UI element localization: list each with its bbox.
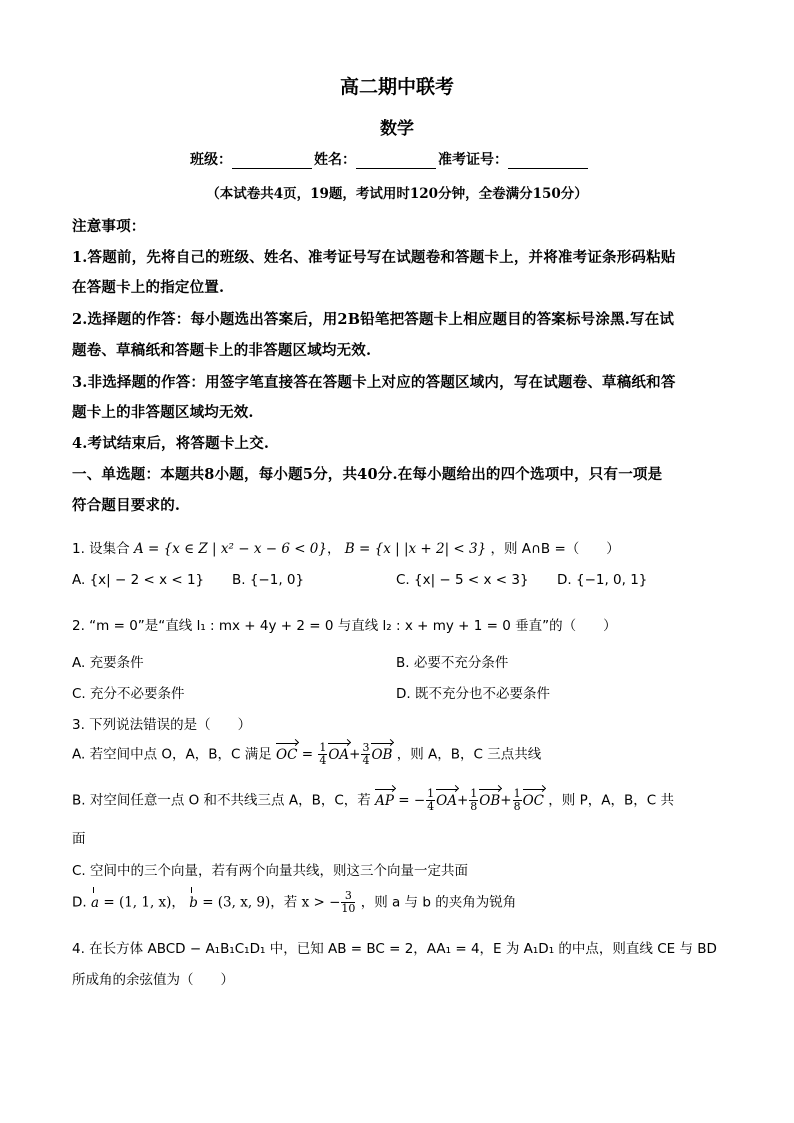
q3-d-b-value: = (3, x, 9)，若 x > − <box>202 894 341 911</box>
notice-item-2-cont: 题卷、草稿纸和答题卡上的非答题区域均无效. <box>72 342 372 359</box>
vector-b: b <box>189 894 198 911</box>
q1-suffix: ，则 A∩B =（ ） <box>490 541 620 557</box>
q1-prefix: 1. 设集合 <box>72 541 130 557</box>
fraction-3-4: $\frac{3}{4}$ <box>362 741 370 767</box>
notice-heading: 注意事项： <box>72 218 146 235</box>
q1-option-a[interactable]: A. {x| − 2 < x < 1} <box>72 572 205 588</box>
notice-item-3-cont: 题卡上的非答题区域均无效. <box>72 404 254 421</box>
q3-option-c[interactable]: C. 空间中的三个向量，若有两个向量共线，则这三个向量一定共面 <box>72 863 469 879</box>
q2-option-b[interactable]: B. 必要不充分条件 <box>396 655 509 671</box>
notice-item-4: 4.考试结束后，将答题卡上交. <box>72 435 270 452</box>
q3-d-pre: D. <box>72 894 87 911</box>
subject-title: 数学 <box>380 119 414 139</box>
section1-heading: 一、单选题：本题共8小题，每小题5分，共40分.在每小题给出的四个选项中，只有一项是 <box>72 466 663 483</box>
q3-b-pre: B. 对空间任意一点 O 和不共线三点 A，B，C，若 <box>72 792 371 809</box>
q1-option-d[interactable]: D. {−1, 0, 1} <box>557 572 648 588</box>
class-blank[interactable] <box>232 154 312 169</box>
fraction-1-8a: $\frac{1}{8}$ <box>470 787 478 813</box>
vector-oc-b: OC <box>522 792 544 809</box>
vector-oc: OC <box>276 746 298 763</box>
q3-a-post: ，则 A，B，C 三点共线 <box>396 746 542 763</box>
vector-oa-b: OA <box>436 792 457 809</box>
notice-item-1-cont: 在答题卡上的指定位置. <box>72 279 225 296</box>
q3-d-post: ，则 a 与 b 的夹角为锐角 <box>360 894 517 911</box>
q1-option-b[interactable]: B. {−1, 0} <box>232 572 305 588</box>
fraction-1-8b: $\frac{1}{8}$ <box>513 787 521 813</box>
name-blank[interactable] <box>356 154 436 169</box>
fraction-1-4: $\frac{1}{4}$ <box>319 741 327 767</box>
q3-option-d[interactable] <box>72 890 516 915</box>
student-info-row <box>190 149 620 169</box>
notice-item-3: 3.非选择题的作答：用签字笔直接答在答题卡上对应的答题区域内，写在试题卷、草稿纸和答 <box>72 374 676 391</box>
question-4-cont: 所成角的余弦值为（ ） <box>72 972 234 988</box>
notice-item-1: 1.答题前，先将自己的班级、姓名、准考证号写在试题卷和答题卡上，并将准考证条形码粘贴 <box>72 249 676 266</box>
section1-heading-cont: 符合题目要求的. <box>72 497 181 514</box>
q3-b-post: ，则 P，A，B，C 共 <box>548 792 674 809</box>
vector-oa: OA <box>328 746 350 763</box>
q1-set-a: A = {x ∈ Z | x² − x − 6 < 0} <box>133 541 327 557</box>
fraction-1-4b: $\frac{1}{4}$ <box>427 787 435 813</box>
q2-option-d[interactable]: D. 既不充分也不必要条件 <box>396 686 550 702</box>
q2-option-c[interactable]: C. 充分不必要条件 <box>72 686 185 702</box>
q3-a-pre: A. 若空间中点 O，A，B，C 满足 <box>72 746 272 763</box>
q2-option-a[interactable]: A. 充要条件 <box>72 655 144 671</box>
q3-d-a-value: = (1, 1, x)， <box>103 894 185 911</box>
class-label: 班级： <box>190 152 232 168</box>
exam-note: （本试卷共4页，19题，考试用时120分钟，全卷满分150分） <box>206 186 588 202</box>
question-1: 1. 设集合 A = {x ∈ Z | x² − x − 6 < 0}， B = {x | |x + 2| < 3} ，则 A∩B =（ ） <box>72 541 620 557</box>
q1-set-b: B = {x | |x + 2| < 3} <box>344 541 487 557</box>
id-label: 准考证号： <box>438 152 508 168</box>
question-3: 3. 下列说法错误的是（ ） <box>72 717 252 733</box>
q1-option-c[interactable]: C. {x| − 5 < x < 3} <box>396 572 529 588</box>
vector-ob-b: OB <box>479 792 501 809</box>
q3-option-a[interactable]: A. 若空间中点 O，A，B，C 满足 OC = $\frac{1}{4}$ OA+ $\frac{3}{4}$ OB ，则 A，B，C 三点共线 <box>72 741 542 767</box>
question-2: 2. “m = 0”是“直线 l₁ : mx + 4y + 2 = 0 与直线 l₂ : x + my + 1 = 0 垂直”的（ ） <box>72 618 617 634</box>
q3-option-b-cont: 面 <box>72 831 86 847</box>
vector-ob: OB <box>371 746 393 763</box>
exam-title: 高二期中联考 <box>339 76 454 98</box>
q3-option-b[interactable]: B. 对空间任意一点 O 和不共线三点 A，B，C，若 AP = − $\frac{1}{4}$ OA+ $\frac{1}{8}$ OB+ $\frac{1}{8}$ OC ，则 P，A，B，C 共 <box>72 787 674 813</box>
notice-item-2: 2.选择题的作答：每小题选出答案后，用2B铅笔把答题卡上相应题目的答案标号涂黑.写在试 <box>72 311 675 328</box>
question-4: 4. 在长方体 ABCD − A₁B₁C₁D₁ 中，已知 AB = BC = 2，AA₁ = 4，E 为 A₁D₁ 的中点，则直线 CE 与 BD <box>72 941 717 957</box>
fraction-3-10: $\frac{3}{10}$ <box>341 889 356 915</box>
vector-a: a <box>90 894 100 911</box>
vector-ap: AP <box>375 792 394 809</box>
id-blank[interactable] <box>508 154 588 169</box>
name-label: 姓名： <box>314 152 356 168</box>
